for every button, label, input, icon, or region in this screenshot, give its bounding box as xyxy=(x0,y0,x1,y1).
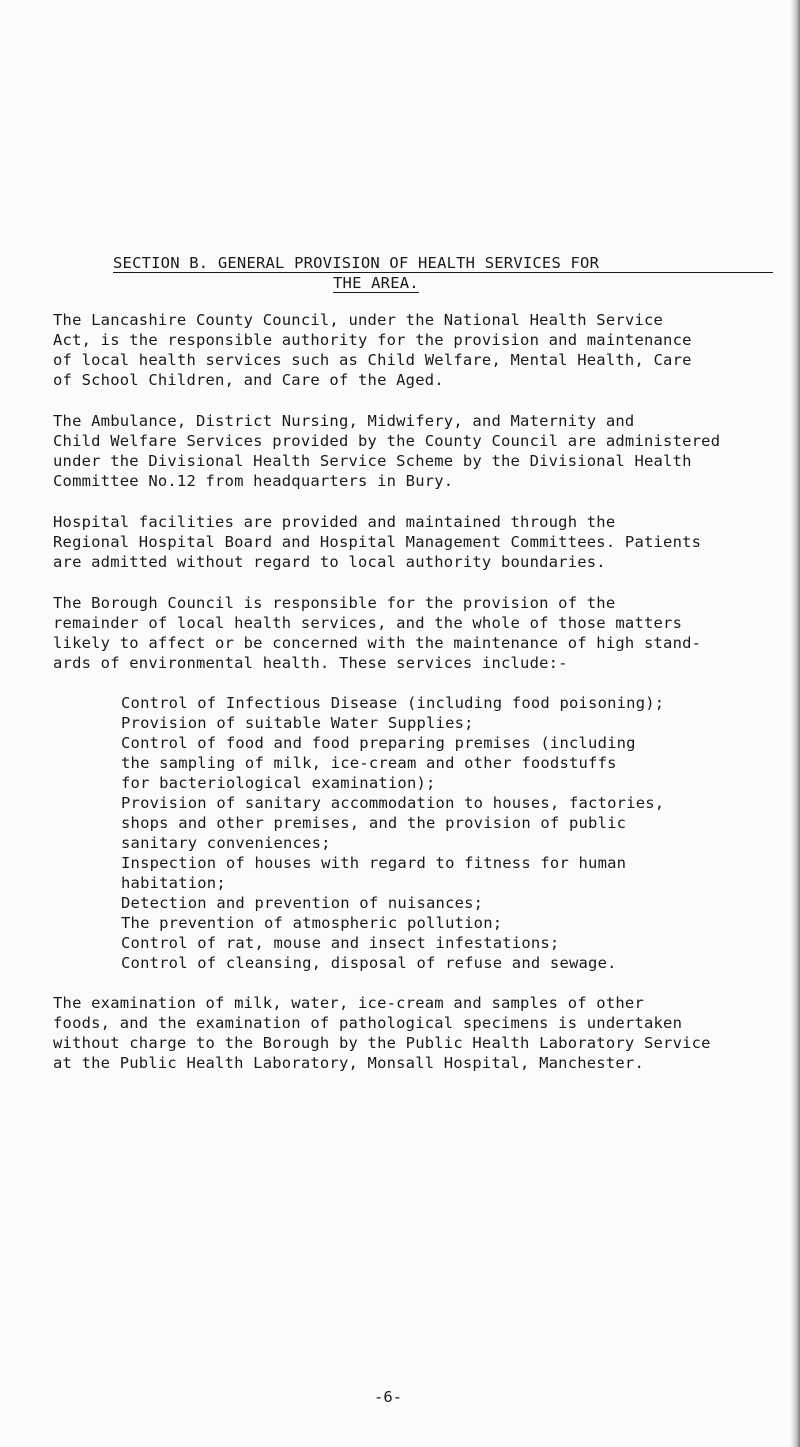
page-number xyxy=(0,1388,800,1406)
list-item: Control of food and food preparing premises (including the sampling of milk, ice-cream and other foodstuffs for bacteriological examination); xyxy=(121,734,636,792)
section-heading-line2: THE AREA. xyxy=(333,274,419,292)
list-item: Control of rat, mouse and insect infestations; xyxy=(121,934,560,952)
document-page xyxy=(53,255,773,1073)
paragraph-borough-council: The Borough Council is responsible for the provision of the remainder of local health services, and the whole of those matters likely to affect or be concerned with the maintenance of high stand- ards of environmental health. These services include:- xyxy=(53,594,702,672)
section-heading-line1: SECTION B. GENERAL PROVISION OF HEALTH SERVICES FOR xyxy=(113,255,773,273)
page-number-text: -6- xyxy=(374,1388,402,1406)
list-item: Provision of sanitary accommodation to houses, factories, shops and other premises, and the provision of public sanitary conveniences; xyxy=(121,794,665,852)
list-item: Inspection of houses with regard to fitness for human habitation; xyxy=(121,854,627,892)
list-item: Provision of suitable Water Supplies; xyxy=(121,714,474,732)
list-item: Control of Infectious Disease (including food poisoning); xyxy=(121,694,665,712)
services-list xyxy=(121,693,773,973)
paragraph-hospital-facilities: Hospital facilities are provided and maintained through the Regional Hospital Board and Hospital Management Committees. Patients are admitted without regard to local authority boundaries. xyxy=(53,513,702,571)
list-item: Detection and prevention of nuisances; xyxy=(121,894,484,912)
list-item: The prevention of atmospheric pollution; xyxy=(121,914,503,932)
paragraph-divisional-services: The Ambulance, District Nursing, Midwifery, and Maternity and Child Welfare Services provided by the County Council are administered under the Divisional Health Service Scheme by the Divisional Health Committee No.12 from headquarters in Bury. xyxy=(53,412,721,490)
paragraph-laboratory-examination: The examination of milk, water, ice-cream and samples of other foods, and the examination of pathological specimens is undertaken without charge to the Borough by the Public Health Laboratory Service at the Public Health Laboratory, Monsall Hospital, Manchester. xyxy=(53,994,711,1072)
scan-edge-shadow xyxy=(790,0,800,1447)
paragraph-responsible-authority: The Lancashire County Council, under the National Health Service Act, is the responsible authority for the provision and maintenance of local health services such as Child Welfare, Mental Health, Care of School Children, and Care of the Aged. xyxy=(53,311,692,389)
list-item: Control of cleansing, disposal of refuse and sewage. xyxy=(121,954,617,972)
section-heading xyxy=(113,255,773,293)
